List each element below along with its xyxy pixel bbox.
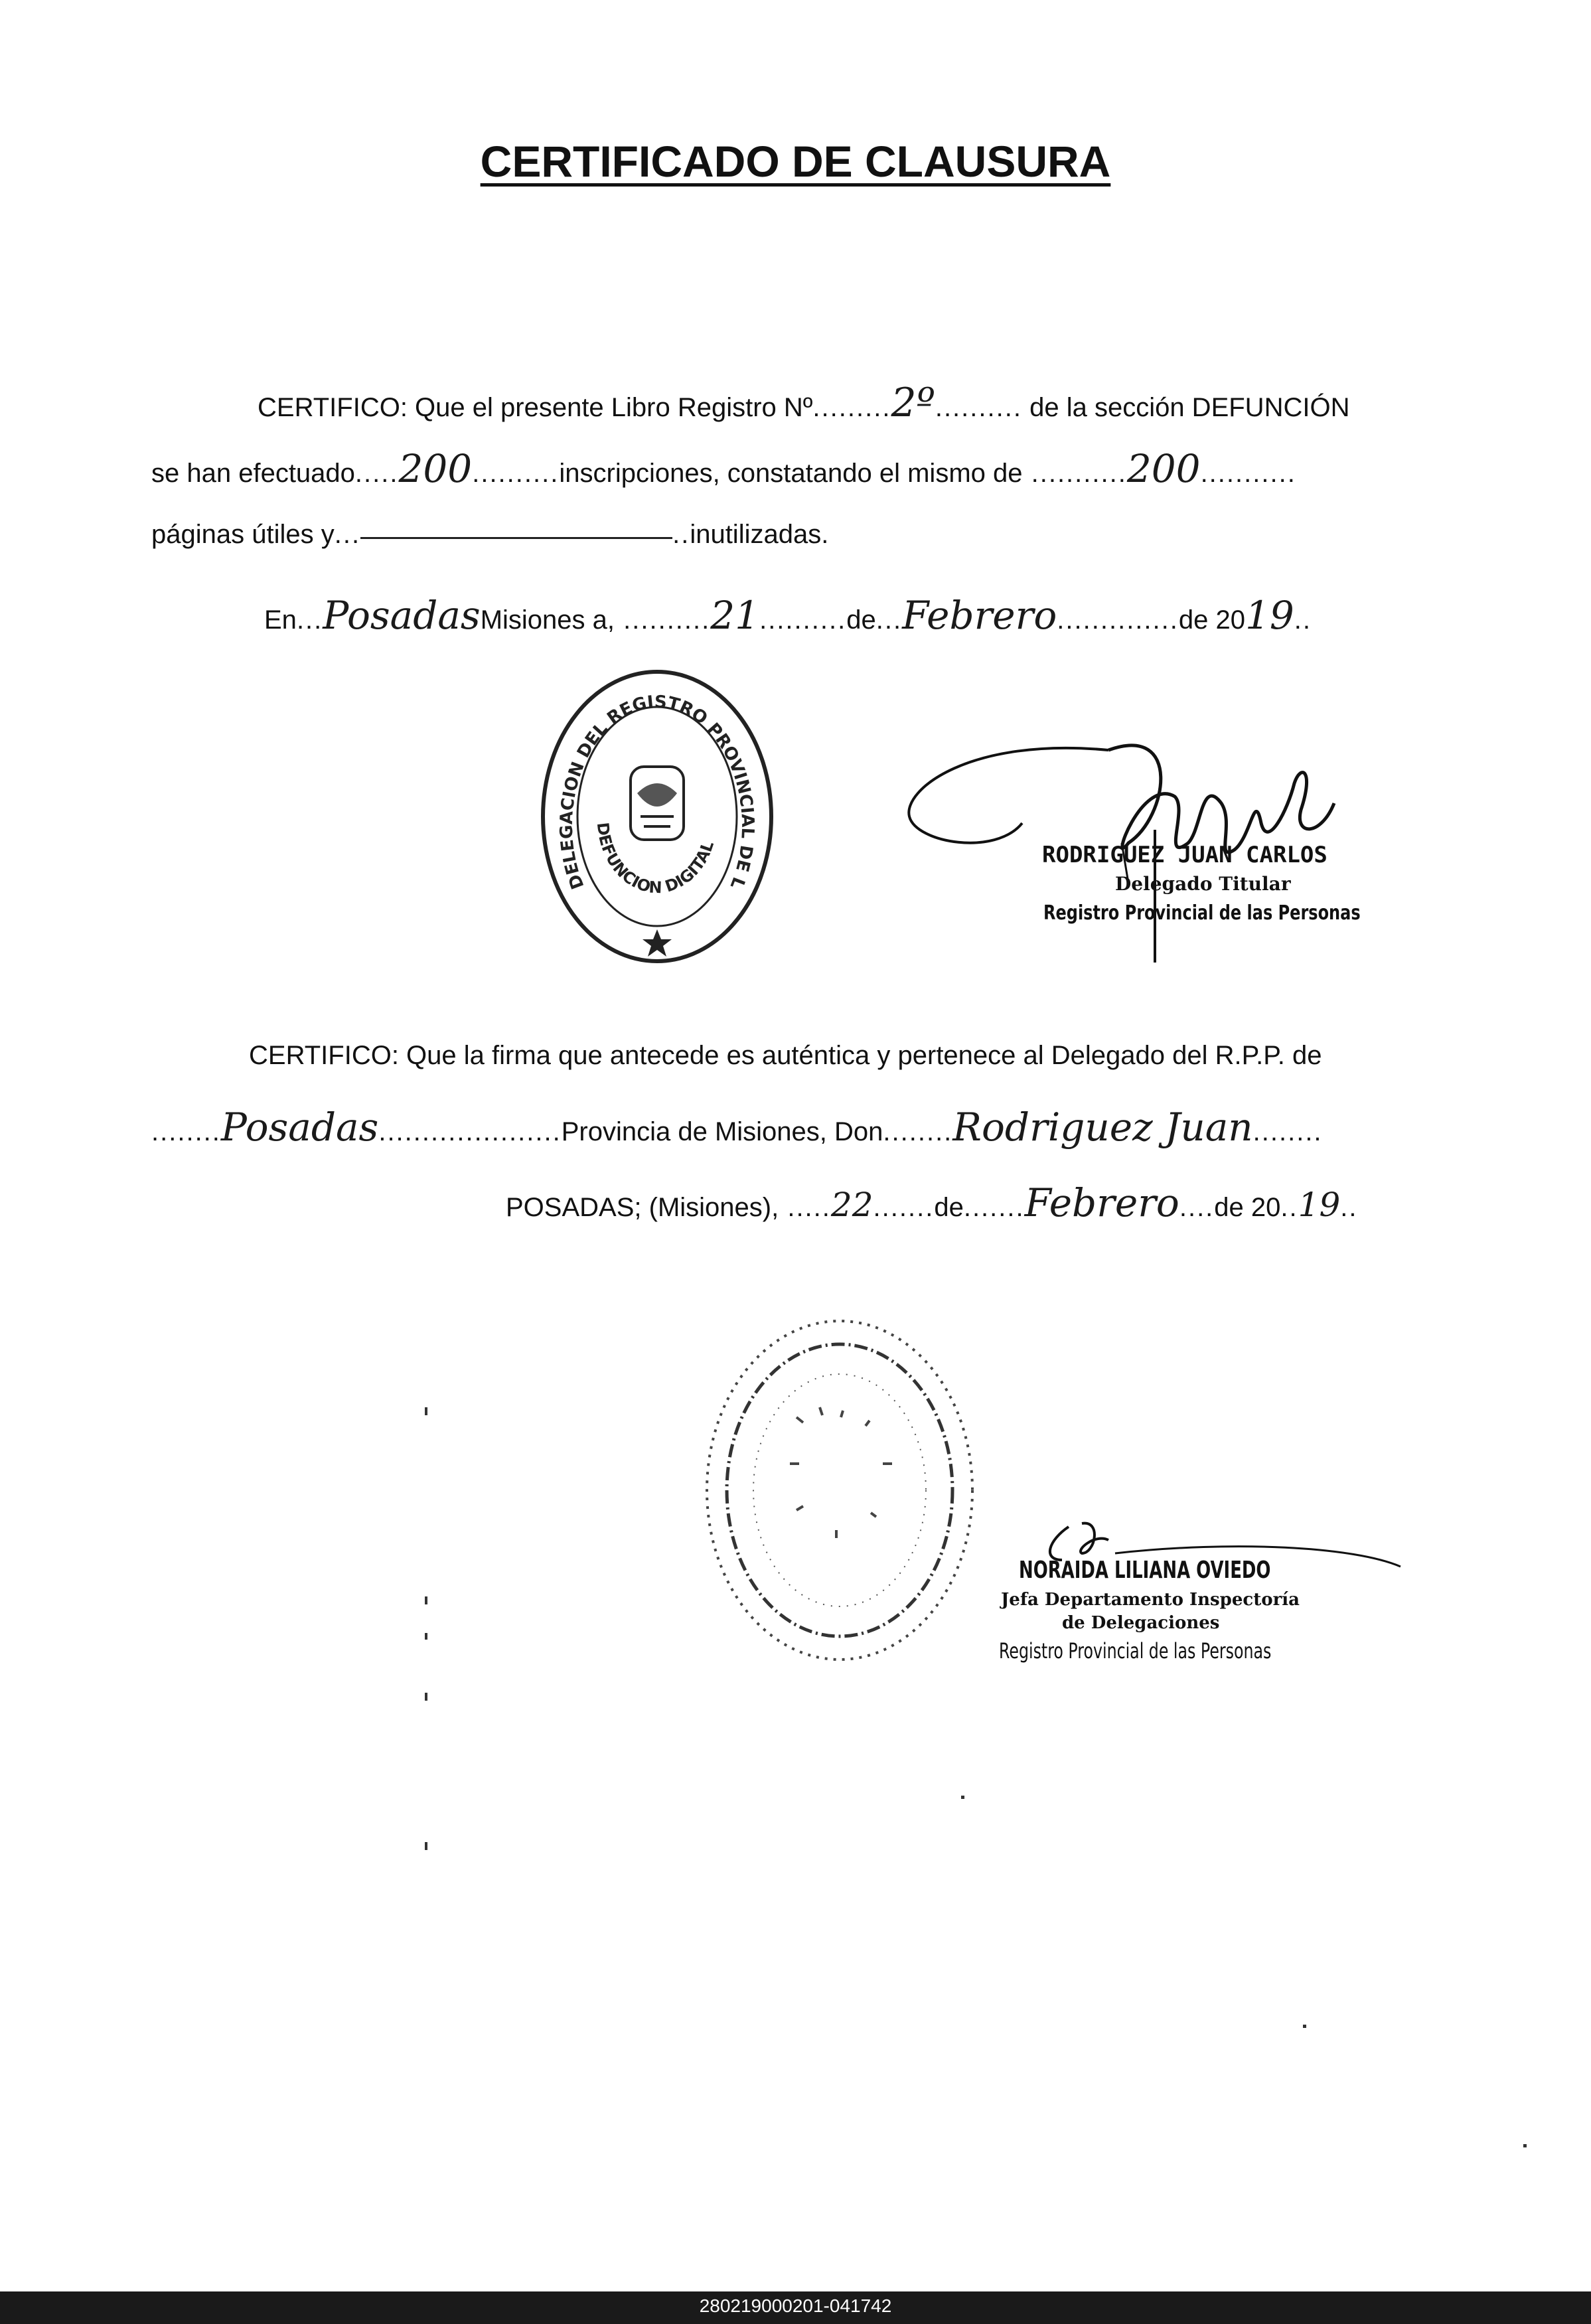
signer-1-org: Registro Provincial de las Personas	[1043, 901, 1361, 925]
cert1-text: Misiones a,	[480, 605, 615, 635]
cert1-text: En	[264, 605, 297, 635]
cert2-text: de 20	[1214, 1193, 1281, 1222]
libro-number: 2º	[891, 380, 935, 426]
speck	[1303, 2025, 1306, 2028]
paginas-count: 200	[1126, 446, 1201, 491]
cert1-text: inutilizadas.	[690, 520, 829, 549]
seal-ring-text: DELEGACION DEL REGISTRO PROVINCIAL DE L	[556, 692, 758, 892]
cert2-text: de	[934, 1193, 964, 1222]
cert2-text: POSADAS; (Misiones),	[506, 1193, 779, 1222]
cert1-text: se han efectuado	[151, 459, 355, 488]
cert2-ciudad-handwritten: Posadas	[220, 1105, 379, 1150]
signer-2-role-1: Jefa Departamento Inspectoría	[1001, 1590, 1300, 1610]
speck	[961, 1796, 964, 1799]
faded-seal-graphic	[697, 1311, 976, 1669]
signer-2-name: NORAIDA LILIANA OVIEDO	[1019, 1557, 1271, 1584]
cert1-line-2: se han efectuado.....200..........inscripciones, constatando el mismo de ...........200...........	[151, 446, 1296, 491]
speck	[425, 1407, 427, 1415]
cert2-don-handwritten: Rodriguez Juan	[952, 1105, 1253, 1150]
speck	[425, 1842, 427, 1850]
cert1-text: páginas útiles y	[151, 520, 335, 549]
cert1-text: de la sección DEFUNCIÓN	[1029, 393, 1350, 422]
cert2-anio-handwritten: 19	[1298, 1186, 1341, 1224]
official-seal-oval	[538, 667, 777, 966]
cert1-line-4: En...PosadasMisiones a, ..........21..........de...Febrero..............de 2019..	[264, 593, 1312, 638]
cert2-line-3: POSADAS; (Misiones), .....22.......de.......Febrero....de 20..19..	[506, 1180, 1358, 1225]
faded-seal-round	[697, 1311, 976, 1669]
ciudad-handwritten: Posadas	[323, 593, 481, 638]
cert2-mes-handwritten: Febrero	[1024, 1180, 1179, 1225]
svg-text:DEFUNCION DIGITAL	[593, 821, 718, 897]
cert1-text: inscripciones, constatando el mismo de	[559, 459, 1023, 488]
cert2-text: Provincia de Misiones, Don	[561, 1117, 883, 1146]
seal-inner-text: DEFUNCION DIGITAL	[593, 821, 718, 897]
speck	[425, 1633, 427, 1640]
cert2-line-1: CERTIFICO: Que la firma que antecede es auténtica y pertenece al Delegado del R.P.P. de	[249, 1041, 1322, 1070]
document-id: 280219000201-041742	[699, 2295, 892, 2316]
cert1-line-3: páginas útiles y... ..inutilizadas.	[151, 520, 829, 549]
speck	[1523, 2144, 1527, 2147]
signer-2-org: Registro Provincial de las Personas	[999, 1638, 1272, 1664]
cert2-dia-handwritten: 22	[830, 1186, 873, 1224]
dia-handwritten: 21	[710, 593, 760, 638]
anio-handwritten: 19	[1245, 593, 1294, 638]
signer-1-name: RODRIGUEZ JUAN CARLOS	[1042, 842, 1327, 868]
signer-1-role: Delegado Titular	[1115, 873, 1291, 895]
mes-handwritten: Febrero	[902, 593, 1057, 638]
inscripciones-count: 200	[398, 446, 473, 491]
signer-2-role-2: de Delegaciones	[1062, 1613, 1220, 1633]
cert1-text: de	[846, 605, 876, 635]
cert2-line-2: ........Posadas.....................Provincia de Misiones, Don........Rodriguez Juan........	[151, 1105, 1323, 1150]
speck	[425, 1693, 427, 1701]
document-title: CERTIFICADO DE CLAUSURA	[480, 137, 1111, 186]
cert1-text: de 20	[1178, 605, 1245, 635]
speck	[425, 1596, 427, 1604]
seal-graphic	[538, 667, 777, 966]
cert1-text: CERTIFICO: Que el presente Libro Registro Nº	[258, 393, 813, 422]
cert1-line-1: CERTIFICO: Que el presente Libro Registro Nº.........2º.......... de la sección DEFUNCIÓN	[258, 380, 1350, 426]
inutilizadas-blank-line	[360, 537, 672, 539]
